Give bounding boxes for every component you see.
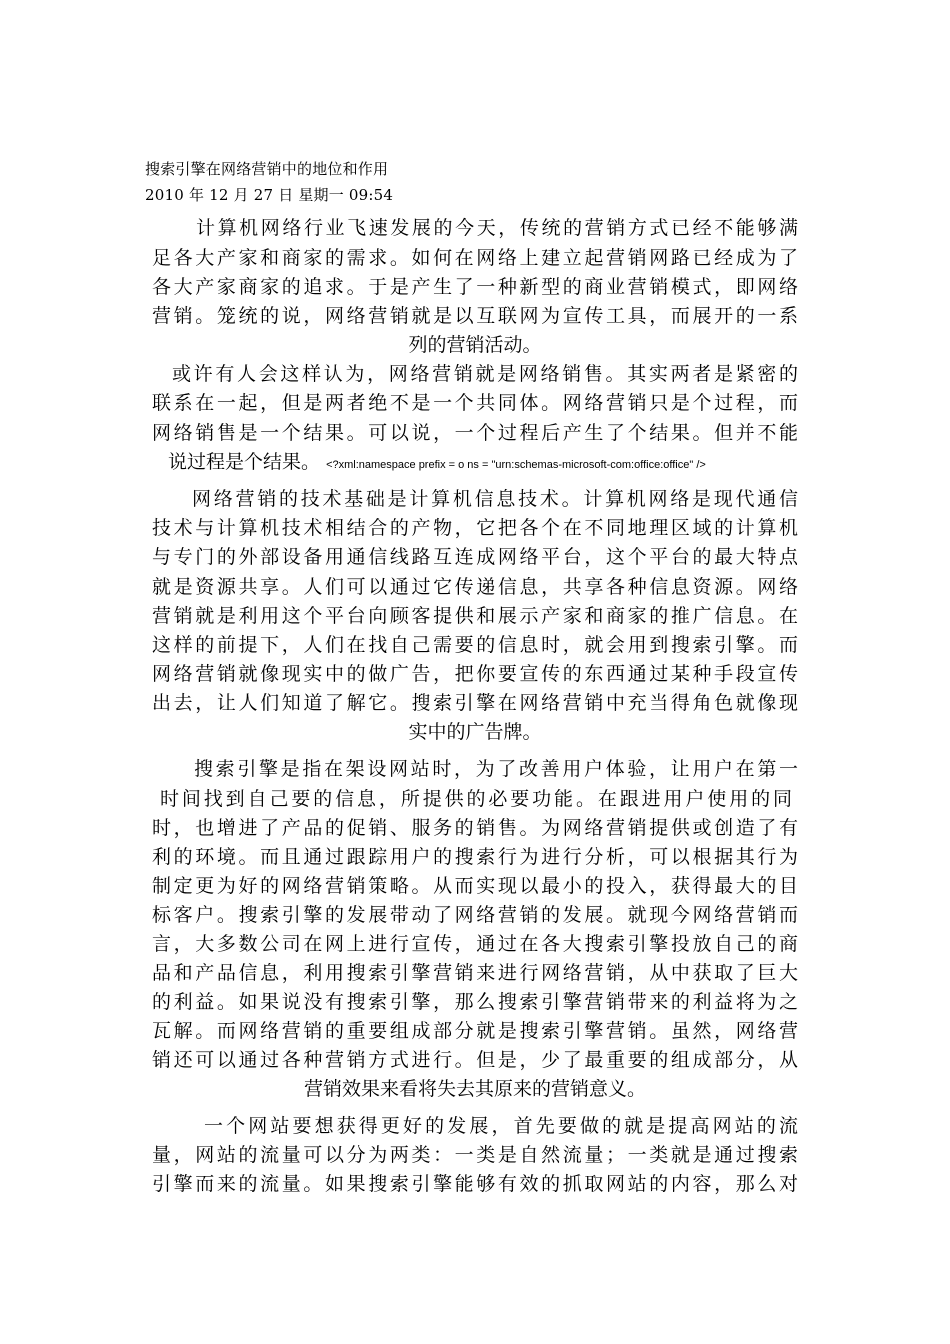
xml-namespace-text: <?xml:namespace prefix = o ns = "urn:schemas-microsoft-com:office:office" /> — [326, 459, 706, 471]
paragraph-4-line: 言，大多数公司在网上进行宣传，通过在各大搜索引擎投放自己的商 — [152, 933, 798, 955]
paragraph-4-line: 品和产品信息，利用搜索引擎营销来进行网络营销，从中获取了巨大 — [152, 962, 798, 984]
paragraph-3-line: 与专门的外部设备用通信线路互连成网络平台，这个平台的最大特点 — [152, 546, 798, 568]
paragraph-1-line: 计算机网络行业飞速发展的今天，传统的营销方式已经不能够满 — [196, 217, 798, 239]
paragraph-2-last-line — [152, 448, 798, 479]
paragraph-5-line: 引擎而来的流量。如果搜索引擎能够有效的抓取网站的内容，那么对 — [152, 1173, 798, 1195]
paragraph-1-line: 各大产家商家的追求。于是产生了一种新型的商业营销模式，即网络 — [152, 276, 798, 298]
paragraph-4-line: 瓦解。而网络营销的重要组成部分就是搜索引擎营销。虽然，网络营 — [152, 1020, 798, 1042]
paragraph-4-line: 标客户。搜索引擎的发展带动了网络营销的发展。就现今网络营销而 — [152, 904, 798, 926]
paragraph-3-line: 出去，让人们知道了解它。搜索引擎在网络营销中充当得角色就像现 — [152, 692, 798, 714]
paragraph-3-line: 营销就是利用这个平台向顾客提供和展示产家和商家的推广信息。在 — [152, 605, 798, 627]
paragraph-4-line: 的利益。如果说没有搜索引擎，那么搜索引擎营销带来的利益将为之 — [152, 991, 798, 1013]
paragraph-3-line: 网络营销就像现实中的做广告，把你要宣传的东西通过某种手段宣传 — [152, 663, 798, 685]
paragraph-2-line: 说过程是个结果。 — [168, 451, 321, 473]
paragraph-4-line: 时，也增进了产品的促销、服务的销售。为网络营销提供或创造了有 — [152, 817, 798, 839]
article-title: 搜索引擎在网络营销中的地位和作用 — [145, 160, 389, 178]
paragraph-4-line: 时间找到自己要的信息，所提供的必要功能。在跟进用户使用的同 — [160, 788, 792, 810]
paragraph-4-line: 搜索引擎是指在架设网站时，为了改善用户体验，让用户在第一 — [194, 758, 798, 780]
paragraph-2-line: 联系在一起，但是两者绝不是一个共同体。网络营销只是个过程，而 — [152, 392, 798, 414]
paragraph-2-line: 网络销售是一个结果。可以说，一个过程后产生了个结果。但并不能 — [152, 422, 798, 444]
paragraph-3-line: 实中的广告牌。 — [408, 721, 542, 743]
paragraph-4-line: 营销效果来看将失去其原来的营销意义。 — [303, 1078, 646, 1100]
paragraph-1-line: 列的营销活动。 — [408, 334, 542, 356]
paragraph-5-line: 一个网站要想获得更好的发展，首先要做的就是提高网站的流 — [204, 1115, 798, 1137]
paragraph-2-line: 或许有人会这样认为，网络营销就是网络销售。其实两者是紧密的 — [172, 363, 798, 385]
paragraph-1-line: 足各大产家和商家的需求。如何在网络上建立起营销网路已经成为了 — [152, 247, 798, 269]
paragraph-3-line: 技术与计算机技术相结合的产物，它把各个在不同地理区域的计算机 — [152, 517, 798, 539]
paragraph-1-line: 营销。笼统的说，网络营销就是以互联网为宣传工具，而展开的一系 — [152, 305, 798, 327]
paragraph-3-line: 就是资源共享。人们可以通过它传递信息，共享各种信息资源。网络 — [152, 576, 798, 598]
paragraph-4-line: 利的环境。而且通过跟踪用户的搜索行为进行分析，可以根据其行为 — [152, 846, 798, 868]
paragraph-3-line: 这样的前提下，人们在找自己需要的信息时，就会用到搜索引擎。而 — [152, 634, 798, 656]
article-date: 2010 年 12 月 27 日 星期一 09:54 — [145, 186, 394, 204]
paragraph-3-line: 网络营销的技术基础是计算机信息技术。计算机网络是现代通信 — [192, 488, 798, 510]
paragraph-5-line: 量，网站的流量可以分为两类：一类是自然流量；一类就是通过搜索 — [152, 1144, 798, 1166]
paragraph-4-line: 制定更为好的网络营销策略。从而实现以最小的投入，获得最大的目 — [152, 875, 798, 897]
paragraph-4-line: 销还可以通过各种营销方式进行。但是，少了最重要的组成部分，从 — [152, 1049, 798, 1071]
